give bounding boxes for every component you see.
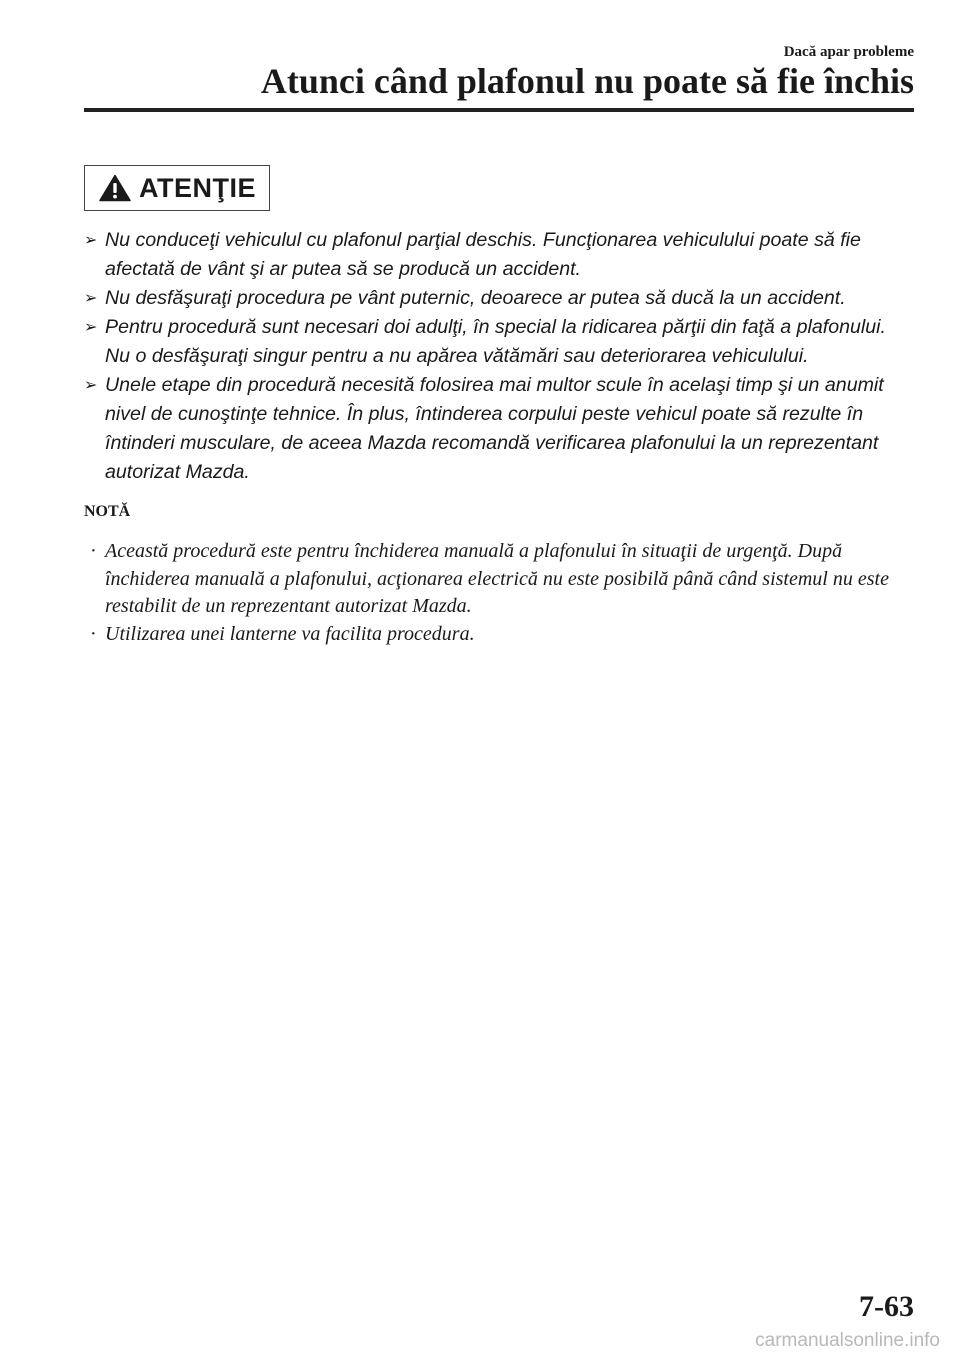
caution-item-text: Unele etape din procedură necesită folosirea mai multor scule în acelaşi timp şi un anumit nivel de cunoştinţe tehnice. În plus, întinderea corpului peste vehicul poate să rezulte în întinderi musculare, de aceea Mazda recomandă verificarea plafonului la un reprezentant autorizat Mazda. <box>105 374 884 483</box>
note-list <box>84 538 914 648</box>
caution-item <box>84 371 914 487</box>
arrow-bullet-icon: ➢ <box>84 232 98 249</box>
dot-bullet-icon: · <box>90 622 97 645</box>
note-title: NOTĂ <box>84 503 131 520</box>
page-number: 7-63 <box>859 1290 914 1323</box>
caution-item-text: Nu desfăşuraţi procedura pe vânt puternic, deoarece ar putea să ducă la un accident. <box>105 287 846 309</box>
header-divider <box>84 108 914 112</box>
watermark: carmanualsonline.info <box>755 1330 940 1351</box>
arrow-bullet-icon: ➢ <box>84 290 98 307</box>
warning-triangle-icon <box>99 174 131 202</box>
caution-item-text: Nu conduceţi vehiculul cu plafonul parţial deschis. Funcţionarea vehiculului poate să fie afectată de vânt şi ar putea să se producă un accident. <box>105 229 861 280</box>
page-title: Atunci când plafonul nu poate să fie închis <box>260 61 914 101</box>
note-item <box>84 538 914 621</box>
caution-badge <box>84 165 270 211</box>
caution-item-text: Pentru procedură sunt necesari doi adulţi, în special la ridicarea părţii din faţă a plafonului. Nu o desfăşuraţi singur pentru a nu apărea vătămări sau deteriorarea vehiculului. <box>105 316 886 367</box>
note-item-text: Utilizarea unei lanterne va facilita procedura. <box>105 622 475 645</box>
arrow-bullet-icon: ➢ <box>84 377 98 394</box>
section-title: Dacă apar probleme <box>783 44 914 60</box>
dot-bullet-icon: · <box>90 540 97 562</box>
caution-item <box>84 226 914 284</box>
caution-list <box>84 226 914 487</box>
caution-label: ATENŢIE <box>139 172 256 203</box>
caution-item <box>84 284 914 313</box>
caution-item <box>84 313 914 371</box>
note-item-text: Această procedură este pentru închiderea manuală a plafonului în situaţii de urgenţă. După închiderea manuală a plafonului, acţionarea electrică nu este posibilă până când sistemul nu este restabilit de un reprezentant autorizat Mazda. <box>105 540 889 617</box>
note-item <box>84 621 914 649</box>
arrow-bullet-icon: ➢ <box>84 319 98 336</box>
